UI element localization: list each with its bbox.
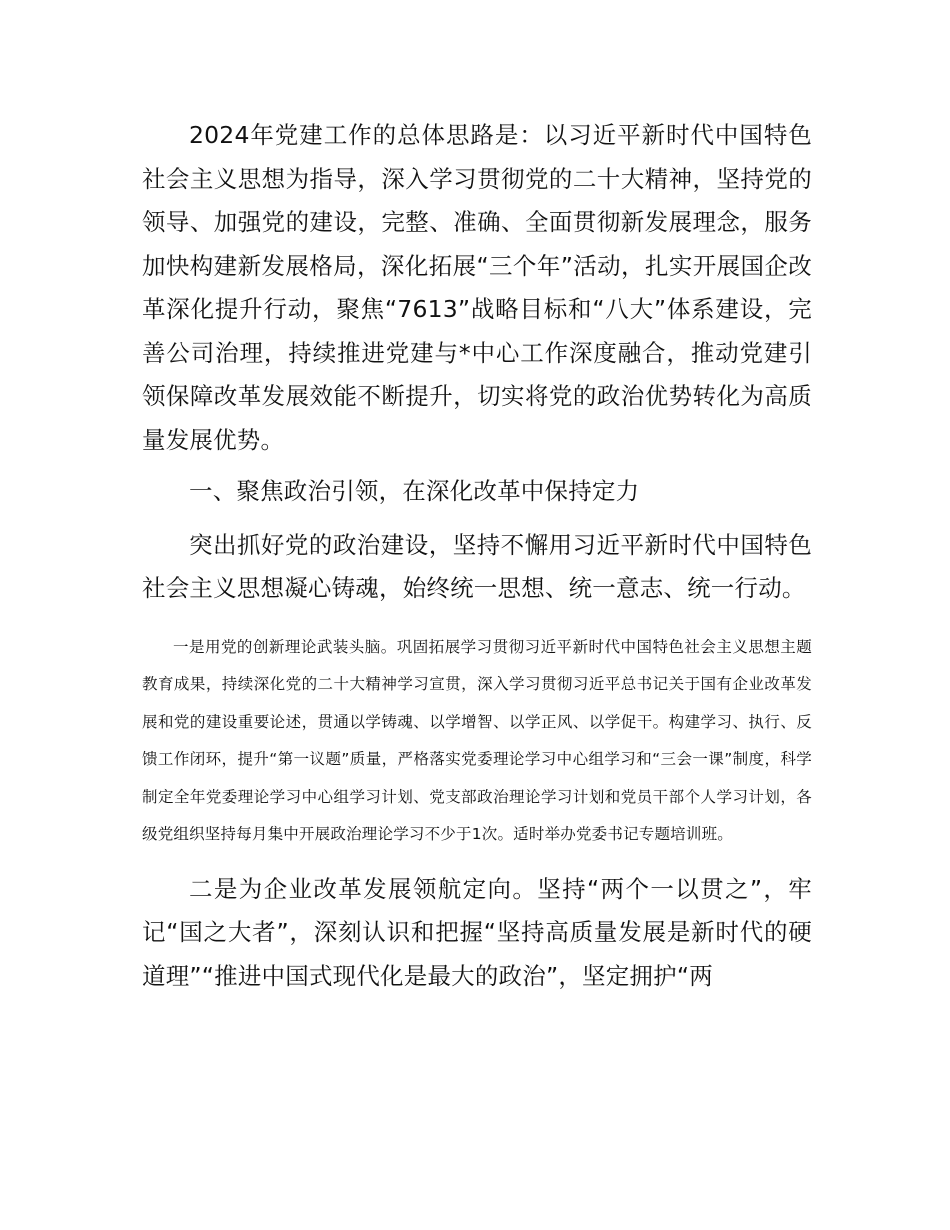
item-one-paragraph: 一是用党的创新理论武装头脑。巩固拓展学习贯彻习近平新时代中国特色社会主义思想主题教育成果，持续深化党的二十大精神学习宣贯，深入学习贯彻习近平总书记关于国有企业改革发展和党的建设重要论述，贯通以学铸魂、以学增智、以学正风、以学促干。构建学习、执行、反馈工作闭环，提升“第一议题”质量，严格落实党委理论学习中心组学习和“三会一课”制度，科学制定全年党委理论学习中心组学习计划、党支部政治理论学习计划和党员干部个人学习计划，各级党组织坚持每月集中开展政治理论学习不少于1次。适时举办党委书记专题培训班。 <box>142 637 812 843</box>
intro-paragraph: 2024年党建工作的总体思路是：以习近平新时代中国特色社会主义思想为指导，深入学习贯彻党的二十大精神，坚持党的领导、加强党的建设，完整、准确、全面贯彻新发展理念，服务加快构建新发展格局，深化拓展“三个年”活动，扎实开展国企改革深化提升行动，聚焦“7613”战略目标和“八大”体系建设，完善公司治理，持续推进党建与*中心工作深度融合，推动党建引领保障改革发展效能不断提升，切实将党的政治优势转化为高质量发展优势。 <box>142 121 812 454</box>
section-heading: 一、聚焦政治引领，在深化改革中保持定力 <box>189 477 640 505</box>
section-lead-paragraph: 突出抓好党的政治建设，坚持不懈用习近平新时代中国特色社会主义思想凝心铸魂，始终统一思想、统一意志、统一行动。 <box>142 530 812 602</box>
item-two-paragraph: 二是为企业改革发展领航定向。坚持“两个一以贯之”，牢记“国之大者”，深刻认识和把握“坚持高质量发展是新时代的硬道理”“推进中国式现代化是最大的政治”，坚定拥护“两 <box>142 874 812 990</box>
document-page <box>142 114 812 998</box>
